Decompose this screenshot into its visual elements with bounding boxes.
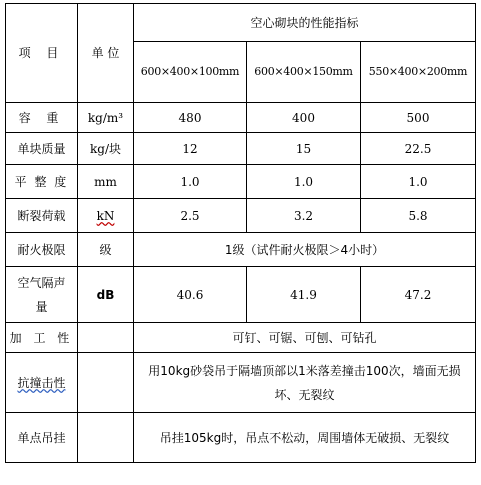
row-unit: mm <box>78 165 134 199</box>
row-unit: 级 <box>78 233 134 267</box>
table-row <box>6 413 476 463</box>
cell-merged: 用10kg砂袋吊于隔墙顶部以1米落差撞击100次，墙面无损坏、无裂纹 <box>134 353 476 413</box>
table-row <box>6 133 476 165</box>
cell-merged: 1级（试件耐火极限＞4小时） <box>134 233 476 267</box>
row-label: 空气隔声量 <box>6 267 78 323</box>
table-row <box>6 267 476 323</box>
cell-value: 22.5 <box>361 133 476 165</box>
row-label: 单块质量 <box>6 133 78 165</box>
row-label: 耐火极限 <box>6 233 78 267</box>
cell-value: 2.5 <box>134 199 247 233</box>
performance-table <box>5 3 476 463</box>
size-header-2: 600×400×150mm <box>247 42 361 103</box>
cell-value: 41.9 <box>247 267 361 323</box>
table-row <box>6 323 476 353</box>
row-label-text: 抗撞击性 <box>17 375 66 390</box>
row-unit <box>78 323 134 353</box>
table-row <box>6 199 476 233</box>
row-unit <box>78 353 134 413</box>
row-label: 断裂荷载 <box>6 199 78 233</box>
cell-value: 3.2 <box>247 199 361 233</box>
header-row-1 <box>6 4 476 42</box>
size-header-3: 550×400×200mm <box>361 42 476 103</box>
unit-text: kN <box>96 208 115 223</box>
table-row <box>6 353 476 413</box>
header-group-title: 空心砌块的性能指标 <box>134 4 476 42</box>
row-label: 单点吊挂 <box>6 413 78 463</box>
cell-value: 12 <box>134 133 247 165</box>
row-label <box>6 353 78 413</box>
row-unit: dB <box>78 267 134 323</box>
cell-value: 5.8 <box>361 199 476 233</box>
cell-value: 480 <box>134 103 247 133</box>
cell-value: 1.0 <box>361 165 476 199</box>
row-label: 容 重 <box>6 103 78 133</box>
row-unit: kg/m³ <box>78 103 134 133</box>
header-unit: 单 位 <box>78 4 134 103</box>
cell-value: 1.0 <box>247 165 361 199</box>
table-row <box>6 165 476 199</box>
size-header-1: 600×400×100mm <box>134 42 247 103</box>
cell-value: 47.2 <box>361 267 476 323</box>
cell-value: 500 <box>361 103 476 133</box>
row-label: 加 工 性 <box>6 323 78 353</box>
cell-value: 1.0 <box>134 165 247 199</box>
row-unit <box>78 199 134 233</box>
cell-merged: 吊挂105kg时，吊点不松动，周围墙体无破损、无裂纹 <box>134 413 476 463</box>
row-unit <box>78 413 134 463</box>
cell-value: 40.6 <box>134 267 247 323</box>
cell-merged: 可钉、可锯、可刨、可钻孔 <box>134 323 476 353</box>
table-row <box>6 103 476 133</box>
header-item: 项 目 <box>6 4 78 103</box>
cell-value: 400 <box>247 103 361 133</box>
table-row <box>6 233 476 267</box>
cell-value: 15 <box>247 133 361 165</box>
row-label: 平 整 度 <box>6 165 78 199</box>
row-unit: kg/块 <box>78 133 134 165</box>
